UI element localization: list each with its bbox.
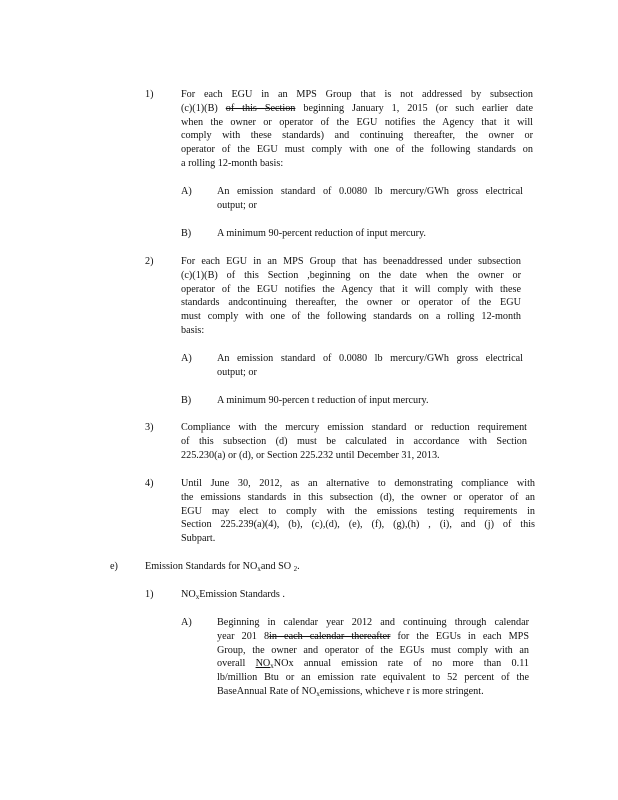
paragraph-item-1b: [217, 227, 523, 241]
paragraph-item-2b: [217, 394, 523, 408]
text-line: An emission standard of 0.0080 lb mercury/GWh gross electrical: [217, 353, 523, 364]
text-run: NO: [181, 589, 196, 600]
subscript: x: [257, 565, 261, 573]
text-line: operator of the EGU notifies the Agency that it will comply with these: [181, 283, 521, 295]
text-line: output; or: [217, 199, 257, 211]
paragraph-item-2: [181, 255, 521, 338]
item-number: 1): [145, 589, 154, 600]
text-run: NO: [255, 658, 271, 670]
text-line: A minimum 90-percen t reduction of input mercury.: [217, 395, 429, 406]
deleted-text: of this Section: [225, 102, 296, 114]
text-line: [217, 685, 529, 699]
text-line: of this subsection (d) must be calculated in accordance with Section: [181, 435, 527, 447]
text-line: (c)(1)(B) of this Section ,beginning on the date when the owner or: [181, 269, 521, 281]
text-run: overall: [217, 658, 246, 670]
deleted-text: in each calendar thereafter: [269, 630, 391, 642]
text-line: A minimum 90-percent reduction of input mercury.: [217, 228, 426, 239]
text-run: beginning January 1, 2015 (or such earlier date: [303, 102, 533, 114]
sub-heading: [181, 588, 481, 602]
subscript: x: [195, 593, 200, 601]
text-run: and SO: [260, 561, 292, 572]
text-line: the emissions standards in this subsection (d), the owner or operator of an: [181, 491, 535, 503]
text-line: comply with these standards) and continuing thereafter, the owner or: [181, 130, 533, 142]
sub-item-number: B): [181, 395, 192, 406]
text-line: Compliance with the mercury emission standard or reduction requirement: [181, 422, 527, 433]
text-line: must comply with one of the following standards on a rolling 12-month: [181, 311, 521, 323]
inserted-text: [256, 658, 274, 669]
item-number: 4): [145, 478, 154, 489]
text-line: lb/million Btu or an emission rate equivalent to 52 percent of the: [217, 672, 529, 684]
text-line: standards andcontinuing thereafter, the owner or operator of the EGU: [181, 297, 521, 309]
sub-item-number: B): [181, 228, 192, 239]
paragraph-item-1: [181, 88, 533, 171]
text-line: Group, the owner and operator of the EGUs must comply with an: [217, 644, 529, 656]
item-number: 3): [145, 422, 154, 433]
text-line: [181, 588, 481, 602]
text-line: [217, 657, 529, 671]
text-line: operator of the EGU must comply with one of the following standards on: [181, 144, 533, 156]
sub-item-number: A): [181, 186, 192, 197]
paragraph-e1a: [217, 616, 529, 699]
text-line: [145, 560, 445, 574]
paragraph-item-1a: [217, 185, 523, 213]
sub-item-number: A): [181, 353, 192, 364]
text-line: output; or: [217, 366, 257, 378]
text-run: Emission Standards .: [199, 589, 285, 600]
subscript: x: [316, 689, 320, 698]
text-line: EGU may elect to comply with the emissions testing requirements in: [181, 505, 535, 517]
text-run: NOx annual emission rate of no more than 0.11: [273, 658, 529, 670]
text-line: Until June 30, 2012, as an alternative to demonstrating compliance with: [181, 478, 535, 489]
text-run: .: [297, 561, 300, 572]
text-line: An emission standard of 0.0080 lb mercury/GWh gross electrical: [217, 186, 523, 197]
paragraph-item-4: [181, 477, 535, 546]
text-line: Section 225.239(a)(4), (b), (c),(d), (e), (f), (g),(h) , (i), and (j) of this: [181, 519, 535, 531]
item-number: 1): [145, 89, 154, 100]
section-number: e): [110, 561, 118, 572]
text-run: emissions, whicheve r is more stringent.: [319, 685, 484, 697]
text-run: Emission Standards for NO: [145, 561, 258, 572]
section-heading: [145, 560, 445, 574]
text-line: Subpart.: [181, 533, 216, 545]
text-run: (c)(1)(B): [181, 102, 218, 114]
text-line: a rolling 12-month basis:: [181, 157, 284, 169]
text-line: basis:: [181, 324, 205, 336]
subscript: x: [270, 662, 274, 671]
text-line: For each EGU in an MPS Group that is not addressed by subsection: [181, 89, 533, 100]
text-run: year 201 8: [217, 630, 270, 642]
paragraph-item-3: [181, 421, 527, 462]
text-line: when the owner or operator of the EGU notifies the Agency that it will: [181, 116, 533, 128]
text-line: [217, 630, 529, 644]
item-number: 2): [145, 256, 154, 267]
text-run: for the EGUs in each MPS: [397, 630, 529, 642]
text-line: Beginning in calendar year 2012 and continuing through calendar: [217, 617, 529, 628]
text-line: 225.230(a) or (d), or Section 225.232 until December 31, 2013.: [181, 449, 440, 461]
paragraph-item-2a: [217, 352, 523, 380]
text-line: [181, 102, 533, 116]
sub-item-number: A): [181, 617, 192, 628]
text-line: For each EGU in an MPS Group that has beenaddressed under subsection: [181, 256, 521, 267]
text-run: BaseAnnual Rate of NO: [217, 685, 317, 697]
subscript: 2: [293, 565, 298, 573]
